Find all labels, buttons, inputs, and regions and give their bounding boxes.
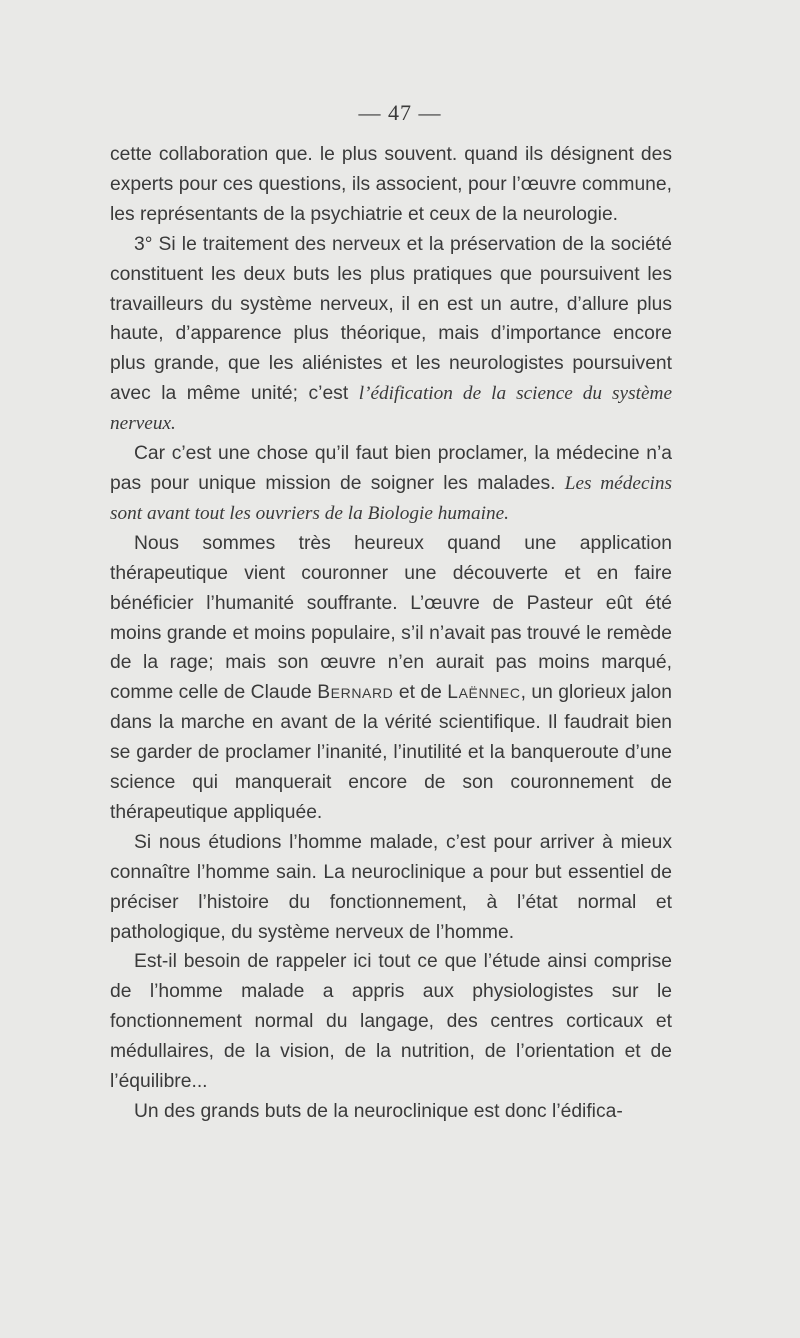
paragraph-7-text: Un des grands buts de la neuroclinique est donc l’édifica- [134,1101,623,1122]
body-text [110,140,672,1127]
paragraph-6 [110,947,672,1097]
paragraph-3-text: Car c’est une chose qu’il faut bien proclamer, la médecine n’a pas pour unique mission de soigner les malades. [110,443,672,494]
paragraph-5-text: Si nous étudions l’homme malade, c’est pour arriver à mieux connaître l’homme sain. La neuroclinique a pour but essentiel de préciser l’histoire du fonctionnement, à l’état normal et pathologique, du système nerveux de l’homme. [110,831,672,943]
paragraph-4-text-c: , un glorieux jalon dans la marche en avant de la vérité scientifique. Il faudrait bien se garder de proclamer l’inanité, l’inutilité et la banqueroute d’une science qui manquerait encore de son couronnement de thérapeutique appliquée. [110,682,672,823]
paragraph-4 [110,529,672,828]
paragraph-7 [110,1097,672,1127]
paragraph-1-text: cette collaboration que. le plus souvent. quand ils désignent des experts pour ces questions, ils associent, pour l’œuvre commune, les représentants de la psychiatrie et ceux de la neurologie. [110,144,672,225]
name-bernard: Bernard [317,682,394,704]
paragraph-2 [110,230,672,439]
paragraph-4-text-a: Nous sommes très heureux quand une application thérapeutique vient couronner une découverte et en faire bénéficier l’humanité souffrante. L’œuvre de Pasteur eût été moins grande et moins populaire, s’il n’avait pas trouvé le remède de la rage; mais son œuvre n’en aurait pas moins marqué, comme celle de Claude [110,532,672,704]
paragraph-4-text-b: et de [393,682,448,704]
paragraph-3-emphasis: Les médecins sont avant tout les ouvriers de la Biologie humaine. [110,472,672,524]
paragraph-2-emphasis: l’édification de la science du système nerveux. [110,383,673,435]
paragraph-5 [110,828,672,948]
page-number: — 47 — [358,100,442,125]
paragraph-2-text: 3° Si le traitement des nerveux et la préservation de la société constituent les deux buts les plus pratiques que poursuivent les travailleurs du système nerveux, il en est un autre, d’allure plus haute, d’apparence plus théorique, mais d’importance encore plus grande, que les aliénistes et les neurologistes poursuivent avec la même unité; c’est [110,233,672,405]
name-laennec: Laënnec [447,682,521,704]
paragraph-1 [110,140,672,230]
paragraph-3 [110,439,672,529]
paragraph-6-text: Est-il besoin de rappeler ici tout ce que l’étude ainsi comprise de l’homme malade a appris aux physiologistes sur le fonctionnement normal du langage, des centres corticaux et médullaires, de la vision, de la nutrition, de l’orientation et de l’équilibre... [110,951,672,1093]
